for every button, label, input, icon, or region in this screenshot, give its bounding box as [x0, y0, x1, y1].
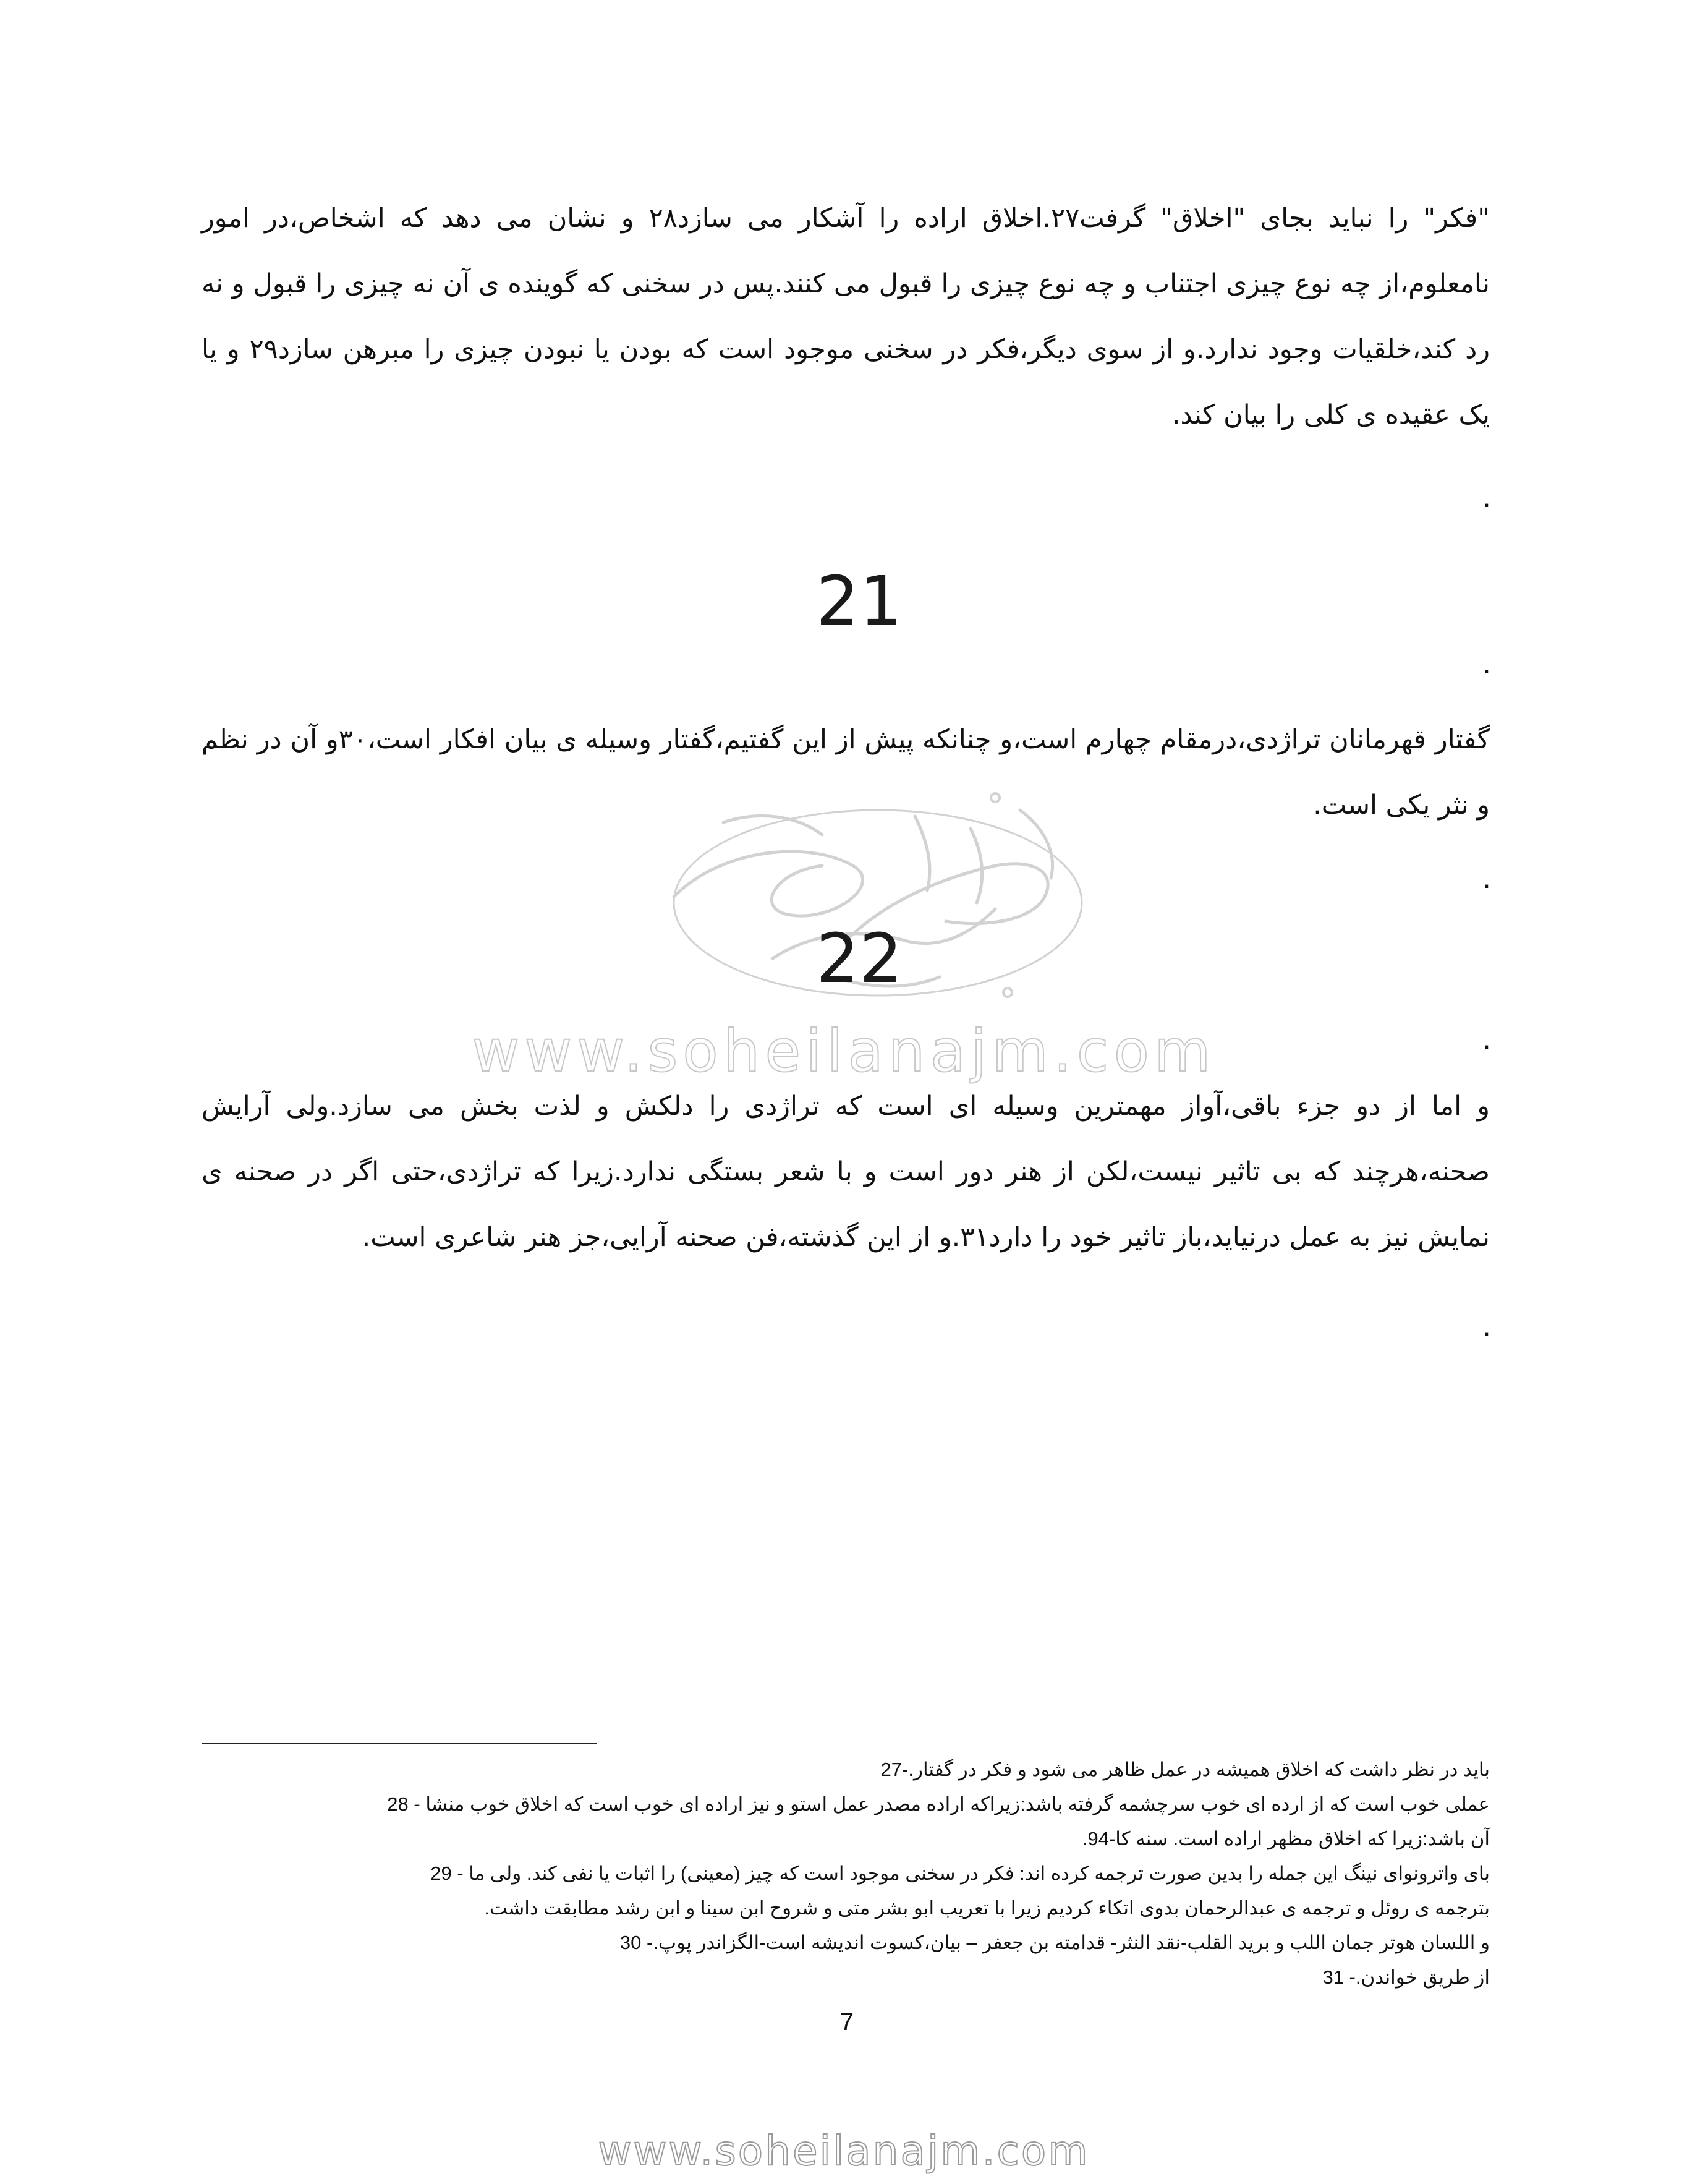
separator-dot: . [1482, 482, 1491, 514]
footnotes [202, 1752, 1490, 1995]
separator-dot: . [1482, 649, 1491, 680]
section-number-21: 21 [816, 561, 903, 641]
separator-dot: . [1482, 1024, 1491, 1056]
footnote-28-continued: آن باشد:زیرا که اخلاق مظهر اراده است. سنه کا-94. [1082, 1828, 1490, 1849]
footnote-29-continued: بترجمه ی روئل و ترجمه ی عبدالرحمان بدوی اتکاء کردیم زیرا با تعریب ابو بشر متی و شروح ابن سینا و ابن رشد مطابقت داشت. [484, 1897, 1490, 1919]
page-number: 7 [839, 2008, 854, 2036]
separator-dot: . [1482, 1311, 1491, 1342]
separator-dot: . [1482, 863, 1491, 895]
footnote-separator-line [202, 1743, 597, 1744]
footnote-29: بای واترونوای نینگ این جمله را بدین صورت ترجمه کرده اند: فکر در سخنی موجود است که چیز (معینی) را اثبات یا نفی کند. ولی ما - 29 [430, 1862, 1490, 1884]
section-number-22: 22 [816, 919, 903, 998]
footnote-30: و اللسان هوتر جمان اللب و برید القلب-نقد النثر- قدامته بن جعفر – بیان،کسوت اندیشه است-الگزاندر پوپ.- 30 [619, 1932, 1490, 1953]
footnote-28: عملی خوب است که از ارده ای خوب سرچشمه گرفته باشد:زیراکه اراده مصدر عمل استو و نیز اراده ای خوب است که اخلاق خوب منشا - 28 [387, 1793, 1490, 1815]
paragraph-2: گفتار قهرمانان تراژدی،درمقام چهارم است،و چنانکه پیش از این گفتیم،گفتار وسیله ی بیان افکار است،۳۰و آن در نظم و نثر یکی است. [202, 724, 1490, 821]
footnote-27: باید در نظر داشت که اخلاق همیشه در عمل ظاهر می شود و فکر در گفتار.-27 [880, 1759, 1490, 1780]
paragraph-1: "فکر" را نباید بجای "اخلاق" گرفت۲۷.اخلاق اراده را آشکار می سازد۲۸ و نشان می دهد که اشخاص،در امور نامعلوم،از چه نوع چیزی اجتناب و چه نوع چیزی را قبول می کنند.پس در سخنی که گوینده ی آن نه چیزی را قبول و نه رد کند،خلقیات وجود ندارد.و از سوی دیگر،فکر در سخنی موجود است که بودن یا نبودن چیزی را مبرهن سازد۲۹ و یا یک عقیده ی کلی را بیان کند. [202, 203, 1490, 430]
footnote-31: از طریق خواندن.- 31 [1322, 1966, 1490, 1988]
footer-website-text: www.soheilanajm.com [598, 2127, 1090, 2175]
watermark-site-text: www.soheilanajm.com [472, 1018, 1216, 1085]
paragraph-3: و اما از دو جزء باقی،آواز مهمترین وسیله ای است که تراژدی را دلکش و لذت بخش می سازد.ولی آرایش صحنه،هرچند که بی تاثیر نیست،لکن از هنر دور است و با شعر بستگی ندارد.زیرا که تراژدی،حتی اگر در صحنه ی نمایش نیز به عمل درنیاید،باز تاثیر خود را دارد۳۱.و از این گذشته،فن صحنه آرایی،جز هنر شاعری است. [202, 1091, 1490, 1253]
